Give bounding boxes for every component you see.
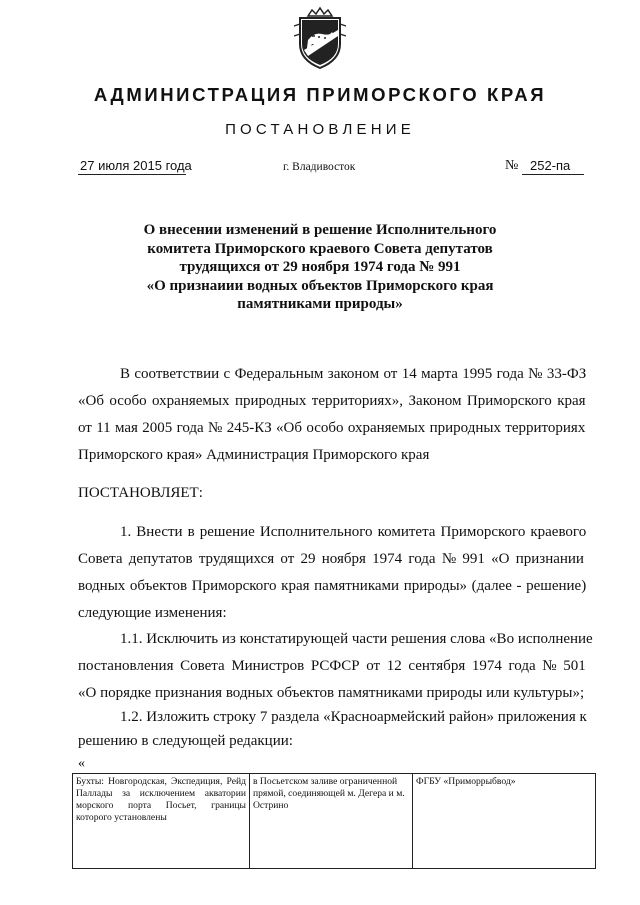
title-line: трудящихся от 29 ноября 1974 года № 991 [179, 259, 461, 275]
paragraph-line: «О порядке признания водных объектов памятниками природы или культуры»; [78, 685, 585, 701]
organization-name: АДМИНИСТРАЦИЯ ПРИМОРСКОГО КРАЯ [93, 84, 547, 105]
paragraph-line: постановления Совета Министров РСФСР от 12 сентября 1974 года № 501 [78, 658, 586, 674]
resolves-text: ПОСТАНОВЛЯЕТ: [78, 485, 203, 501]
appendix-table [72, 773, 596, 869]
paragraph-line: 1.2. Изложить строку 7 раздела «Красноармейский район» приложения к [120, 709, 587, 725]
document-type: ПОСТАНОВЛЕНИЕ [225, 121, 415, 138]
title-line: О внесении изменений в решение Исполнительного [143, 222, 497, 238]
paragraph-line: В соответствии с Федеральным законом от 14 марта 1995 года № 33-ФЗ [120, 366, 587, 382]
document-date: 27 июля 2015 года [80, 158, 192, 173]
number-underline [522, 174, 584, 175]
paragraph-line: решению в следующей редакции: [78, 733, 293, 749]
date-underline [78, 174, 186, 175]
paragraph-line: 1.1. Исключить из констатирующей части решения слова «Во исполнение [120, 631, 593, 647]
table-cell-object: Бухты: Новгородская, Экспедиция, Рейд Паллады за исключением акватории морского порта Посьет, границы которого установлены [73, 774, 250, 869]
paragraph-line: от 11 мая 2005 года № 245-КЗ «Об особо охраняемых природных территориях [78, 420, 586, 436]
table-row [73, 774, 596, 869]
title-line: памятниками природы» [237, 296, 403, 312]
coat-of-arms-emblem [292, 6, 348, 70]
number-sign: № [505, 158, 519, 173]
document-number: 252-па [530, 158, 571, 173]
paragraph-line: 1. Внести в решение Исполнительного комитета Приморского краевого [120, 524, 587, 540]
title-line: комитета Приморского краевого Совета депутатов [147, 240, 493, 257]
document-title [0, 221, 640, 314]
paragraph-line: «Об особо охраняемых природных территориях», Законом Приморского края [78, 393, 586, 409]
paragraph-line: Совета депутатов трудящихся от 29 ноября 1974 года № 991 «О признании [78, 551, 584, 567]
document-city: г. Владивосток [283, 161, 356, 173]
opening-quote-mark: « [78, 756, 85, 771]
paragraph-line: водных объектов Приморского края памятниками природы» (далее - решение) [78, 578, 587, 594]
table-cell-location: в Посьетском заливе ограниченной прямой, соединяющей м. Дегера и м. Острино [250, 774, 413, 869]
paragraph-line: Приморского края» Администрация Приморского края [78, 447, 430, 463]
title-line: «О признаиии водных объектов Приморского края [146, 277, 494, 294]
table-cell-authority: ФГБУ «Приморрыбвод» [413, 774, 596, 869]
paragraph-line: следующие изменения: [78, 605, 227, 621]
